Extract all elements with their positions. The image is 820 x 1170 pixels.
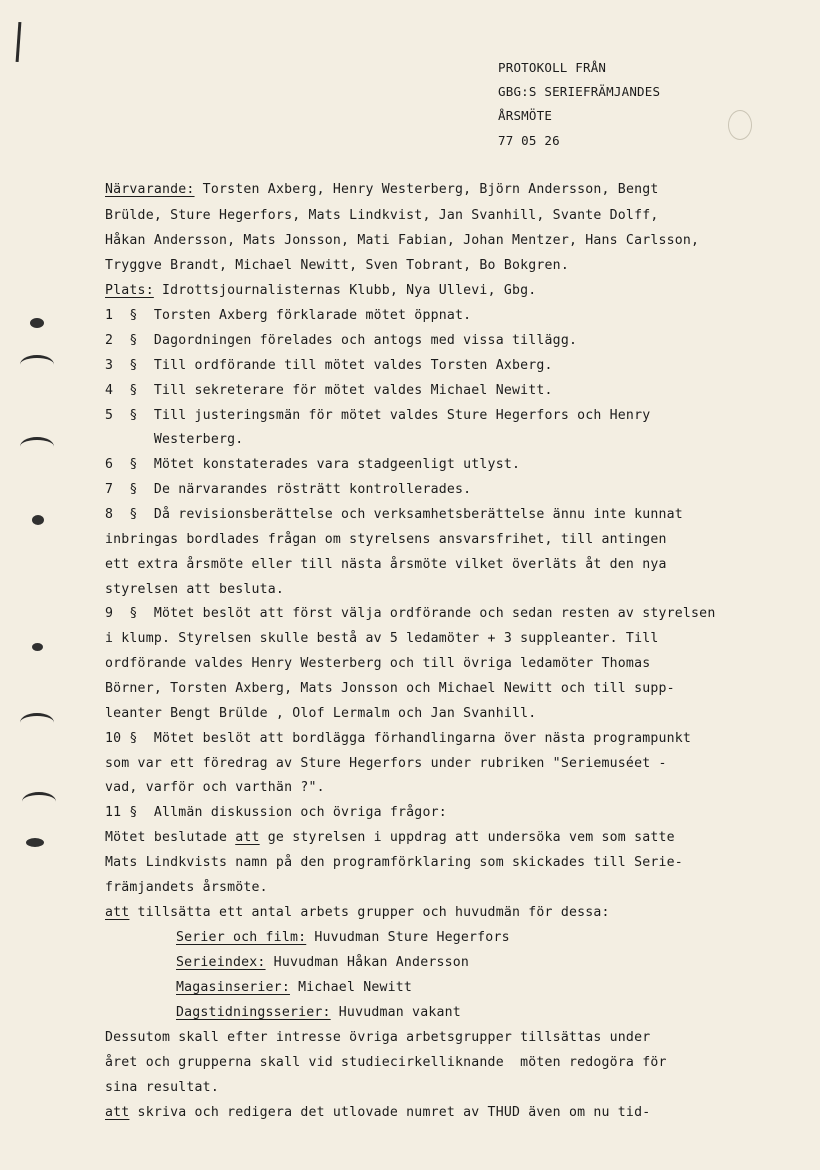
closing-line xyxy=(105,1105,650,1121)
work-group xyxy=(176,930,510,946)
agenda-item: 3 § Till ordförande till mötet valdes Torsten Axberg. xyxy=(105,358,553,373)
agenda-item: ett extra årsmöte eller till nästa årsmöte vilket överläts åt den nya xyxy=(105,557,667,572)
attendance-label: Närvarande: xyxy=(105,182,195,197)
att-keyword: att xyxy=(105,1105,130,1120)
punch-mark xyxy=(32,515,44,525)
attendance-line: Tryggve Brandt, Michael Newitt, Sven Tobrant, Bo Bokgren. xyxy=(105,258,569,273)
faint-stamp xyxy=(728,110,752,140)
agenda-item: vad, varför och varthän ?". xyxy=(105,780,325,795)
closing-line: året och grupperna skall vid studiecirkelliknande möten redogöra för xyxy=(105,1055,667,1070)
place-text: Idrottsjournalisternas Klubb, Nya Ullevi, Gbg. xyxy=(153,283,537,298)
agenda-item: 8 § Då revisionsberättelse och verksamhetsberättelse ännu inte kunnat xyxy=(105,507,683,522)
punch-mark xyxy=(26,838,44,847)
work-group-name: Serier och film: xyxy=(176,930,307,945)
work-group-lead: Huvudman Sture Hegerfors xyxy=(306,930,510,945)
decision-line xyxy=(105,830,675,846)
agenda-item: ordförande valdes Henry Westerberg och till övriga ledamöter Thomas xyxy=(105,656,651,671)
attendance-line xyxy=(105,182,659,198)
closing-line: Dessutom skall efter intresse övriga arbetsgrupper tillsättas under xyxy=(105,1030,651,1045)
groups-intro-text: tillsätta ett antal arbets grupper och huvudmän för dessa: xyxy=(129,905,610,920)
header-organization: GBG:S SERIEFRÄMJANDES xyxy=(498,84,661,99)
closing-text: skriva och redigera det utlovade numret av THUD även om nu tid- xyxy=(129,1105,651,1120)
agenda-item: styrelsen att besluta. xyxy=(105,582,285,597)
agenda-item: 7 § De närvarandes rösträtt kontrollerades. xyxy=(105,482,472,497)
agenda-item: 5 § Till justeringsmän för mötet valdes Sture Hegerfors och Henry xyxy=(105,408,651,423)
agenda-item: leanter Bengt Brülde , Olof Lermalm och Jan Svanhill. xyxy=(105,706,537,721)
agenda-item: 4 § Till sekreterare för mötet valdes Michael Newitt. xyxy=(105,383,553,398)
place-label: Plats: xyxy=(105,283,154,298)
work-group-lead: Huvudman vakant xyxy=(330,1005,461,1020)
decision-text: ge styrelsen i uppdrag att undersöka vem som satte xyxy=(259,830,675,845)
decision-line: Mats Lindkvists namn på den programförklaring som skickades till Serie- xyxy=(105,855,683,870)
decision-lead: Mötet beslutade xyxy=(105,830,236,845)
agenda-item: 1 § Torsten Axberg förklarade mötet öppnat. xyxy=(105,308,472,323)
margin-stroke xyxy=(16,22,22,62)
work-group xyxy=(176,955,469,971)
closing-line: sina resultat. xyxy=(105,1080,219,1095)
attendance-line: Brülde, Sture Hegerfors, Mats Lindkvist, Jan Svanhill, Svante Dolff, xyxy=(105,208,659,223)
att-keyword: att xyxy=(105,905,130,920)
agenda-item: 11 § Allmän diskussion och övriga frågor: xyxy=(105,805,447,820)
header-title: PROTOKOLL FRÅN xyxy=(498,60,607,75)
att-keyword: att xyxy=(235,830,260,845)
agenda-item: 6 § Mötet konstaterades vara stadgeenligt utlyst. xyxy=(105,457,521,472)
work-group xyxy=(176,980,412,996)
work-group-lead: Huvudman Håkan Andersson xyxy=(265,955,470,970)
place-line xyxy=(105,283,536,299)
work-group-name: Dagstidningsserier: xyxy=(176,1005,331,1020)
work-group-name: Serieindex: xyxy=(176,955,266,970)
agenda-item: Westerberg. xyxy=(105,432,244,447)
punch-hole xyxy=(20,355,54,374)
decision-line: främjandets årsmöte. xyxy=(105,880,268,895)
attendance-names: Torsten Axberg, Henry Westerberg, Björn Andersson, Bengt xyxy=(194,182,659,197)
agenda-item: 2 § Dagordningen förelades och antogs med vissa tillägg. xyxy=(105,333,578,348)
punch-hole xyxy=(20,713,54,732)
work-group-name: Magasinserier: xyxy=(176,980,290,995)
punch-mark xyxy=(30,318,44,328)
header-meeting: ÅRSMÖTE xyxy=(498,108,553,123)
agenda-item: i klump. Styrelsen skulle bestå av 5 ledamöter + 3 suppleanter. Till xyxy=(105,631,659,646)
agenda-item: 10 § Mötet beslöt att bordlägga förhandlingarna över nästa programpunkt xyxy=(105,731,692,746)
groups-intro xyxy=(105,905,610,921)
agenda-item: Börner, Torsten Axberg, Mats Jonsson och Michael Newitt och till supp- xyxy=(105,681,675,696)
agenda-item: inbringas bordlades frågan om styrelsens ansvarsfrihet, till antingen xyxy=(105,532,667,547)
attendance-line: Håkan Andersson, Mats Jonsson, Mati Fabian, Johan Mentzer, Hans Carlsson, xyxy=(105,233,700,248)
punch-hole xyxy=(20,437,54,456)
punch-hole xyxy=(22,792,56,811)
agenda-item: som var ett föredrag av Sture Hegerfors under rubriken "Seriemuséet - xyxy=(105,756,667,771)
work-group xyxy=(176,1005,461,1021)
header-date: 77 05 26 xyxy=(498,133,560,148)
work-group-lead: Michael Newitt xyxy=(289,980,413,995)
punch-mark xyxy=(32,643,43,651)
agenda-item: 9 § Mötet beslöt att först välja ordförande och sedan resten av styrelsen xyxy=(105,606,716,621)
